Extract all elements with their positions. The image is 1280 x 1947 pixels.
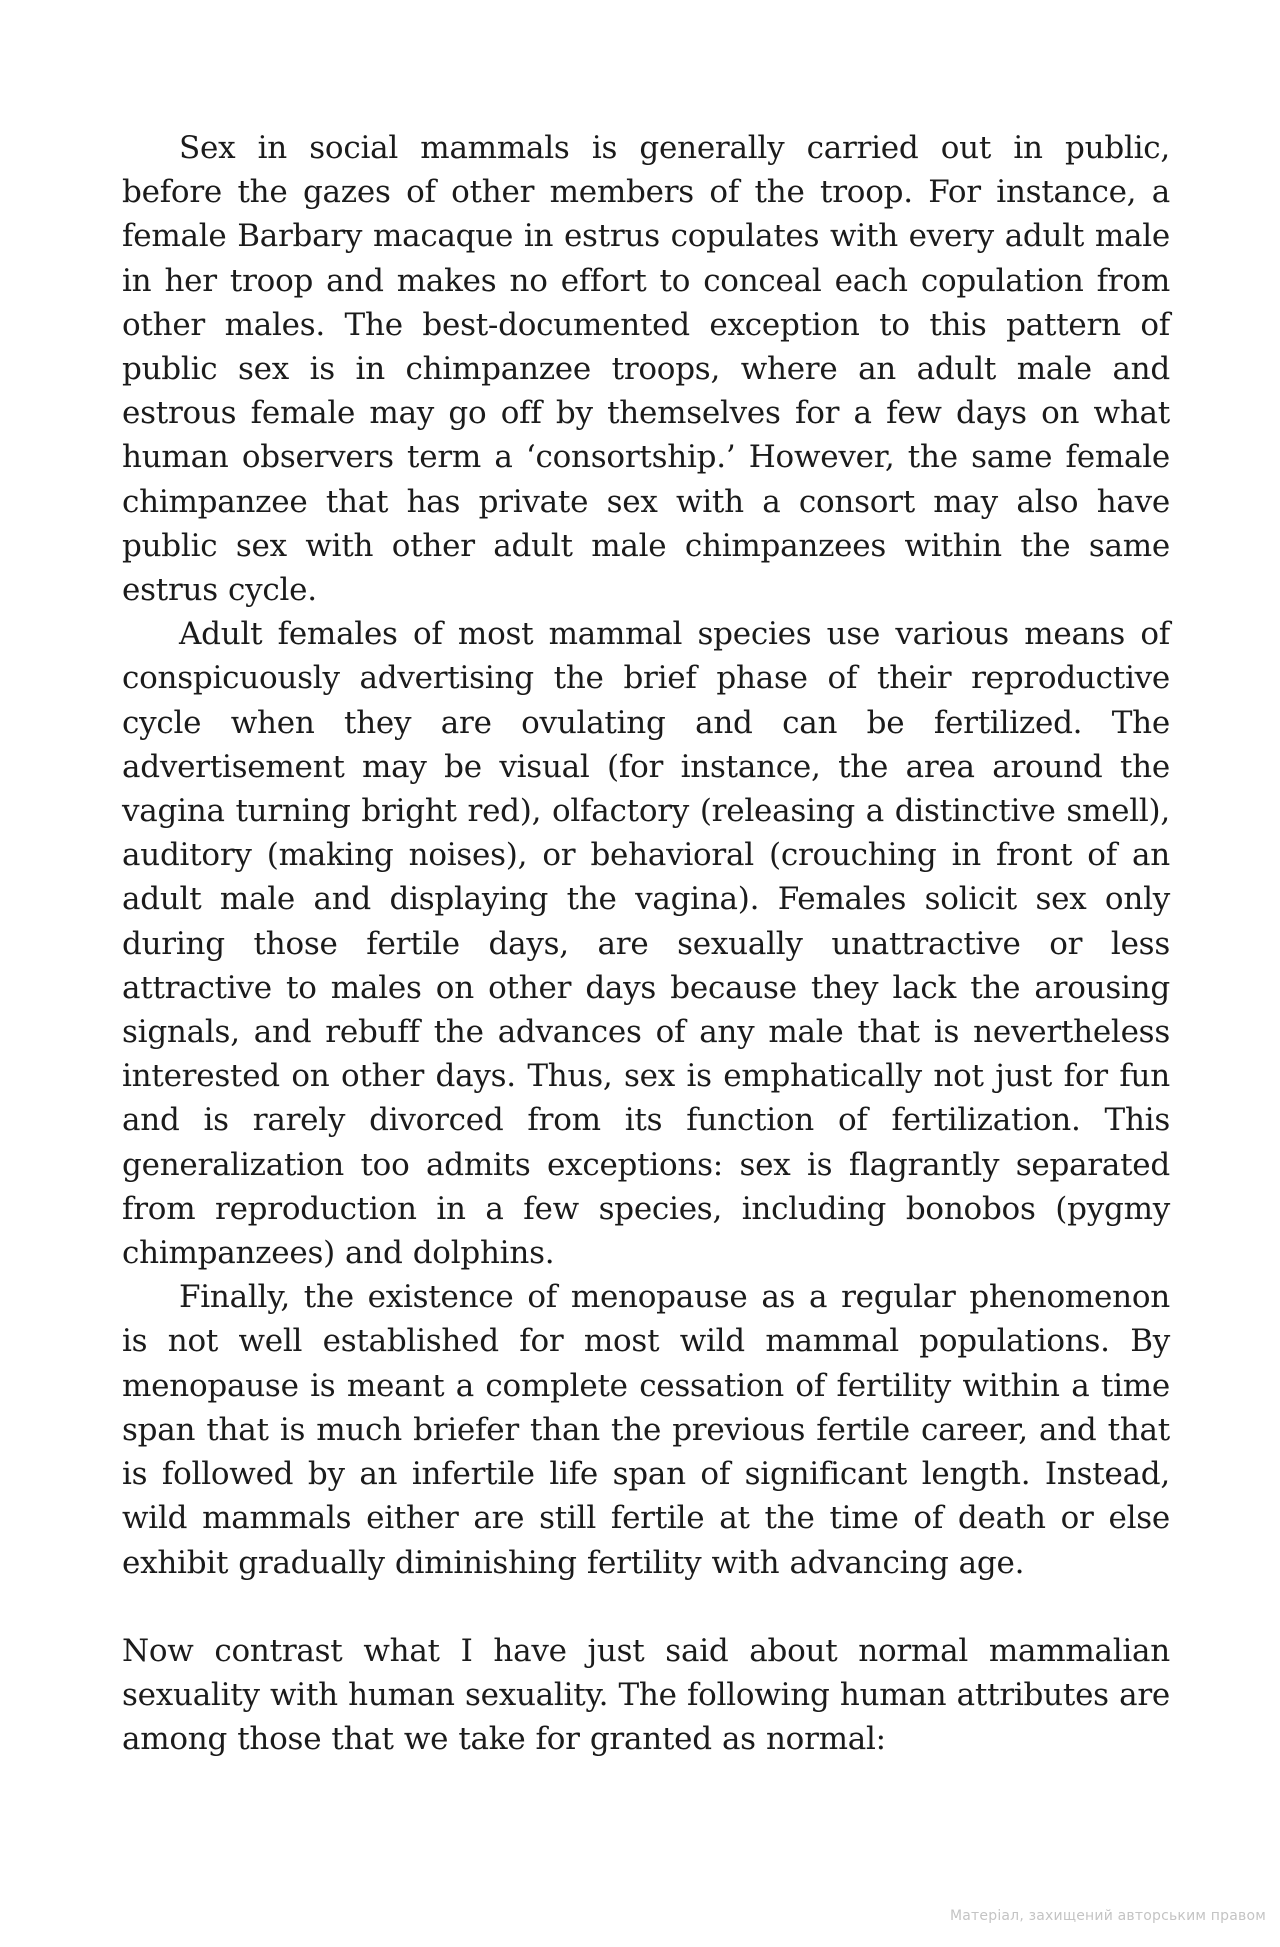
paragraph-menopause: Finally, the existence of menopause as a regular phenomenon is not well established for most wild mammal populations. By menopause is meant a complete cessation of fertility within a time span that is much briefer than the previous fertile career, and that is followed by an infertile life span of significant length. Instead, wild mammals either are still fertile at the time of death or else exhibit gradually diminishing fertility with advancing age.	[122, 1279, 1170, 1581]
paragraph-ovulation-advertising: Adult females of most mammal species use various means of conspicuously advertising the brief phase of their reproductive cycle when they are ovulating and can be fertilized. The advertisement may be visual (for instance, the area around the vagina turning bright red), olfactory (releasing a distinctive smell), auditory (making noises), or behavioral (crouching in front of an adult male and displaying the vagina). Females solicit sex only during those fertile days, are sexually unattractive or less attractive to males on other days because they lack the arousing signals, and rebuff the advances of any male that is nevertheless interested on other days. Thus, sex is emphatically not just for fun and is rarely divorced from its function of fertilization. This generalization too admits exceptions: sex is flagrantly separated from reproduction in a few species, including bonobos (pygmy chimpanzees) and dolphins.	[122, 616, 1170, 1272]
page-body	[122, 126, 1170, 1761]
paragraph-public-sex: Sex in social mammals is generally carried out in public, before the gazes of other members of the troop. For instance, a female Barbary macaque in estrus copulates with every adult male in her troop and makes no effort to conceal each copulation from other males. The best-documented exception to this pattern of public sex is in chimpanzee troops, where an adult male and estrous female may go off by themselves for a few days on what human observers term a ‘consortship.’ However, the same female chimpanzee that has private sex with a consort may also have public sex with other adult male chimpanzees within the same estrus cycle.	[122, 130, 1170, 609]
copyright-watermark: Матеріал, захищений авторським правом	[950, 1908, 1266, 1924]
section-break	[122, 1585, 1170, 1629]
paragraph-human-contrast: Now contrast what I have just said about normal mammalian sexuality with human sexuality. The following human attributes are among those that we take for granted as normal:	[122, 1632, 1170, 1758]
